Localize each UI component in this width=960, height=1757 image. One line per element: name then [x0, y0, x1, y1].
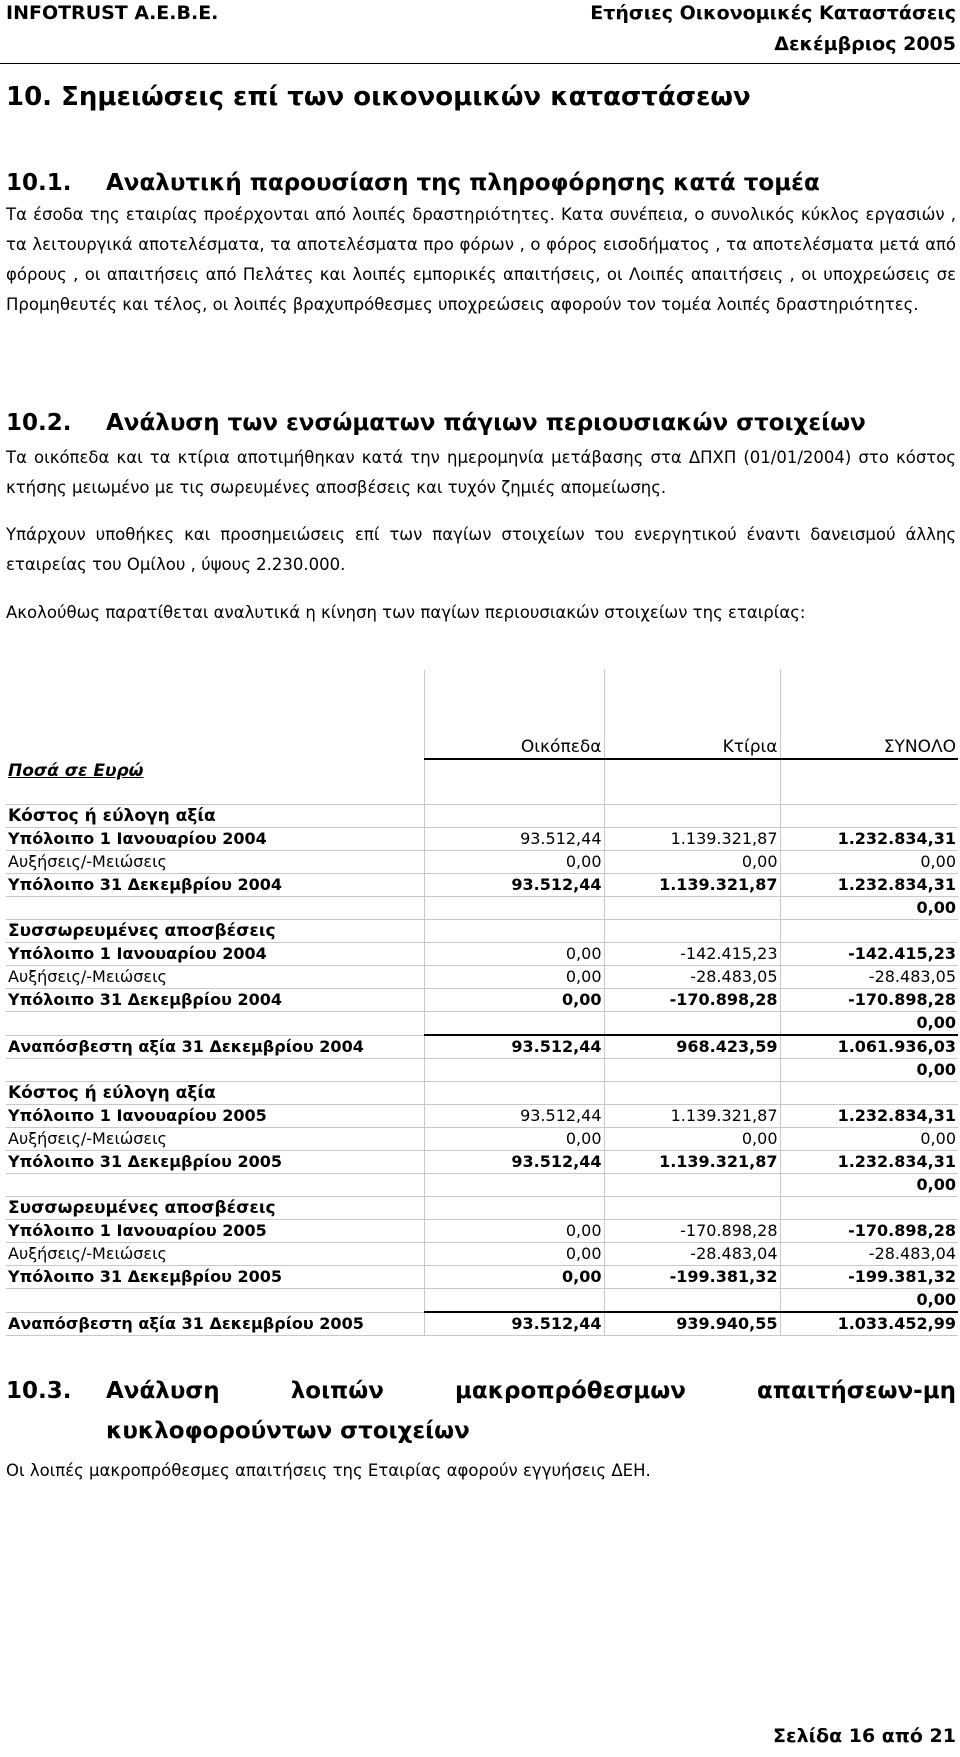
section-10-2-paragraph-3: Ακολούθως παρατίθεται αναλυτικά η κίνηση των παγίων περιουσιακών στοιχείων της εταιρίας: — [6, 603, 806, 622]
units-label: Ποσά σε Ευρώ — [6, 759, 424, 782]
cell-total: 0,00 — [780, 1174, 958, 1197]
row-label: Υπόλοιπο 31 Δεκεμβρίου 2005 — [6, 1266, 424, 1289]
section-10-3-heading-line-2: κυκλοφορούντων στοιχείων — [106, 1418, 470, 1444]
cell-buildings: 1.139.321,87 — [604, 1105, 780, 1128]
row-label: Υπόλοιπο 31 Δεκεμβρίου 2004 — [6, 989, 424, 1012]
section-10-heading: 10. Σημειώσεις επί των οικονομικών καταστάσεων — [6, 82, 751, 112]
row-label — [6, 1289, 424, 1313]
cell-total: 1.232.834,31 — [780, 828, 958, 851]
cell-land: 0,00 — [424, 1266, 604, 1289]
cell-land — [424, 1012, 604, 1036]
company-name: INFOTRUST Α.Ε.Β.Ε. — [6, 2, 219, 24]
section-10-2-heading — [6, 410, 866, 436]
cell-buildings: 968.423,59 — [604, 1035, 780, 1059]
row-label: Υπόλοιπο 1 Ιανουαρίου 2004 — [6, 943, 424, 966]
cell-total: 1.232.834,31 — [780, 1151, 958, 1174]
cell-total: -170.898,28 — [780, 989, 958, 1012]
cell-buildings: 939.940,55 — [604, 1312, 780, 1336]
cell-land — [424, 1197, 604, 1220]
table-row — [6, 851, 958, 874]
column-header-land: Οικόπεδα — [424, 736, 604, 759]
row-label — [6, 1174, 424, 1197]
cell-land: 0,00 — [424, 1128, 604, 1151]
table-row — [6, 1197, 958, 1220]
section-title: Αναλυτική παρουσίαση της πληροφόρησης κατά τομέα — [106, 170, 820, 196]
column-header-buildings: Κτίρια — [604, 736, 780, 759]
table-row — [6, 966, 958, 989]
table-row — [6, 1128, 958, 1151]
cell-land: 93.512,44 — [424, 874, 604, 897]
section-title: Ανάλυση των ενσώματων πάγιων περιουσιακών στοιχείων — [106, 410, 866, 436]
cell-total — [780, 1197, 958, 1220]
row-label: Κόστος ή εύλογη αξία — [6, 805, 424, 828]
row-label: Αναπόσβεστη αξία 31 Δεκεμβρίου 2005 — [6, 1312, 424, 1336]
table-column-headers — [6, 736, 958, 759]
cell-buildings: -170.898,28 — [604, 989, 780, 1012]
cell-total: 0,00 — [780, 851, 958, 874]
cell-land: 0,00 — [424, 1220, 604, 1243]
cell-buildings — [604, 1012, 780, 1036]
row-label: Υπόλοιπο 1 Ιανουαρίου 2005 — [6, 1105, 424, 1128]
cell-land: 93.512,44 — [424, 1035, 604, 1059]
cell-land: 93.512,44 — [424, 1151, 604, 1174]
cell-buildings: 0,00 — [604, 1128, 780, 1151]
cell-total: -170.898,28 — [780, 1220, 958, 1243]
column-header-total: ΣΥΝΟΛΟ — [780, 736, 958, 759]
cell-buildings — [604, 1059, 780, 1082]
cell-land: 0,00 — [424, 851, 604, 874]
table-row — [6, 1035, 958, 1059]
cell-total: 1.033.452,99 — [780, 1312, 958, 1336]
section-10-2-paragraph-2: Υπάρχουν υποθήκες και προσημειώσεις επί των παγίων στοιχείων του ενεργητικού έναντι δανεισμού άλλης εταιρείας του Ομίλου , ύψους 2.230.000. — [6, 525, 956, 574]
table-row — [6, 1220, 958, 1243]
cell-buildings — [604, 1174, 780, 1197]
table-row — [6, 874, 958, 897]
section-title-line-1: Ανάλυση λοιπών μακροπρόθεσμων απαιτήσεων-μη — [106, 1378, 956, 1404]
cell-buildings: -142.415,23 — [604, 943, 780, 966]
row-label: Αυξήσεις/-Μειώσεις — [6, 1243, 424, 1266]
cell-total: 0,00 — [780, 1128, 958, 1151]
cell-land — [424, 1174, 604, 1197]
table-row — [6, 1012, 958, 1036]
cell-buildings: 1.139.321,87 — [604, 828, 780, 851]
section-10-2-paragraph-1: Τα οικόπεδα και τα κτίρια αποτιμήθηκαν κατά την ημερομηνία μετάβασης στα ΔΠΧΠ (01/01/2004) στο κόστος κτήσης μειωμένο με τις σωρευμένες αποσβέσεις και τυχόν ζημιές απομείωσης. — [6, 448, 956, 497]
row-label: Συσσωρευμένες αποσβέσεις — [6, 920, 424, 943]
section-10-1-text: Τα έσοδα της εταιρίας προέρχονται από λοιπές δραστηριότητες. Κατα συνέπεια, ο συνολικός κύκλος εργασιών , τα λειτουργικά αποτελέσματα, τα αποτελέσματα προ φόρων , ο φόρος εισοδήματος , τα αποτελέσματα μετά από φόρους , οι απαιτήσεις από Πελάτες και λοιπές εμπορικές απαιτήσεις, οι Λοιπές απαιτήσεις , οι υποχρεώσεις σε Προμηθευτές και τέλος, οι λοιπές βραχυπρόθεσμες υποχρεώσεις αφορούν τον τομέα λοιπές δραστηριότητες. — [6, 205, 956, 314]
cell-buildings — [604, 1082, 780, 1105]
fixed-assets-grid — [6, 670, 958, 1336]
cell-land — [424, 805, 604, 828]
cell-buildings — [604, 897, 780, 920]
table-row — [6, 1082, 958, 1105]
section-10-1-heading — [6, 170, 820, 196]
table-row — [6, 1243, 958, 1266]
report-title: Ετήσιες Οικονομικές Καταστάσεις — [590, 2, 956, 24]
cell-total — [780, 805, 958, 828]
cell-total: 0,00 — [780, 1059, 958, 1082]
cell-buildings: 0,00 — [604, 851, 780, 874]
fixed-assets-table — [6, 670, 958, 1331]
table-row — [6, 897, 958, 920]
cell-land: 93.512,44 — [424, 1312, 604, 1336]
cell-buildings — [604, 920, 780, 943]
cell-buildings: 1.139.321,87 — [604, 1151, 780, 1174]
report-period: Δεκέμβριος 2005 — [774, 33, 956, 55]
cell-land — [424, 1289, 604, 1313]
row-label — [6, 1059, 424, 1082]
table-row — [6, 1174, 958, 1197]
cell-total — [780, 1082, 958, 1105]
table-row — [6, 1105, 958, 1128]
table-row — [6, 1266, 958, 1289]
cell-total: 1.232.834,31 — [780, 874, 958, 897]
table-row — [6, 989, 958, 1012]
cell-total: 1.061.936,03 — [780, 1035, 958, 1059]
cell-buildings — [604, 1289, 780, 1313]
cell-total: -28.483,04 — [780, 1243, 958, 1266]
row-label: Συσσωρευμένες αποσβέσεις — [6, 1197, 424, 1220]
table-row — [6, 1151, 958, 1174]
cell-land: 93.512,44 — [424, 1105, 604, 1128]
cell-total: -199.381,32 — [780, 1266, 958, 1289]
row-label: Υπόλοιπο 1 Ιανουαρίου 2004 — [6, 828, 424, 851]
cell-land: 0,00 — [424, 966, 604, 989]
cell-buildings — [604, 805, 780, 828]
cell-total: -142.415,23 — [780, 943, 958, 966]
row-label — [6, 1012, 424, 1036]
section-number: 10.3. — [6, 1378, 72, 1404]
cell-land — [424, 920, 604, 943]
cell-land: 93.512,44 — [424, 828, 604, 851]
cell-land: 0,00 — [424, 1243, 604, 1266]
row-label — [6, 897, 424, 920]
row-label: Υπόλοιπο 1 Ιανουαρίου 2005 — [6, 1220, 424, 1243]
cell-total: 0,00 — [780, 1012, 958, 1036]
cell-land — [424, 1082, 604, 1105]
cell-buildings: -28.483,04 — [604, 1243, 780, 1266]
cell-buildings — [604, 1197, 780, 1220]
header-divider — [0, 63, 960, 64]
page-number: Σελίδα 16 από 21 — [773, 1725, 956, 1747]
row-label: Υπόλοιπο 31 Δεκεμβρίου 2004 — [6, 874, 424, 897]
cell-buildings: -170.898,28 — [604, 1220, 780, 1243]
section-10-3-heading — [6, 1378, 956, 1404]
section-number: 10.1. — [6, 170, 72, 196]
cell-total: 1.232.834,31 — [780, 1105, 958, 1128]
table-row — [6, 828, 958, 851]
cell-land — [424, 1059, 604, 1082]
section-10-3-text: Οι λοιπές μακροπρόθεσμες απαιτήσεις της Εταιρίας αφορούν εγγυήσεις ΔΕΗ. — [6, 1461, 651, 1480]
units-row — [6, 759, 958, 782]
table-row — [6, 1059, 958, 1082]
table-row — [6, 1312, 958, 1336]
cell-total: 0,00 — [780, 1289, 958, 1313]
table-row — [6, 943, 958, 966]
cell-buildings: 1.139.321,87 — [604, 874, 780, 897]
table-row — [6, 1289, 958, 1313]
cell-land: 0,00 — [424, 989, 604, 1012]
cell-buildings: -199.381,32 — [604, 1266, 780, 1289]
cell-land: 0,00 — [424, 943, 604, 966]
cell-total — [780, 920, 958, 943]
row-label: Κόστος ή εύλογη αξία — [6, 1082, 424, 1105]
row-label: Αυξήσεις/-Μειώσεις — [6, 851, 424, 874]
cell-land — [424, 897, 604, 920]
cell-total: 0,00 — [780, 897, 958, 920]
row-label: Υπόλοιπο 31 Δεκεμβρίου 2005 — [6, 1151, 424, 1174]
table-row — [6, 920, 958, 943]
cell-total: -28.483,05 — [780, 966, 958, 989]
section-number: 10.2. — [6, 410, 72, 436]
row-label: Αυξήσεις/-Μειώσεις — [6, 1128, 424, 1151]
table-row — [6, 805, 958, 828]
cell-buildings: -28.483,05 — [604, 966, 780, 989]
row-label: Αναπόσβεστη αξία 31 Δεκεμβρίου 2004 — [6, 1035, 424, 1059]
row-label: Αυξήσεις/-Μειώσεις — [6, 966, 424, 989]
